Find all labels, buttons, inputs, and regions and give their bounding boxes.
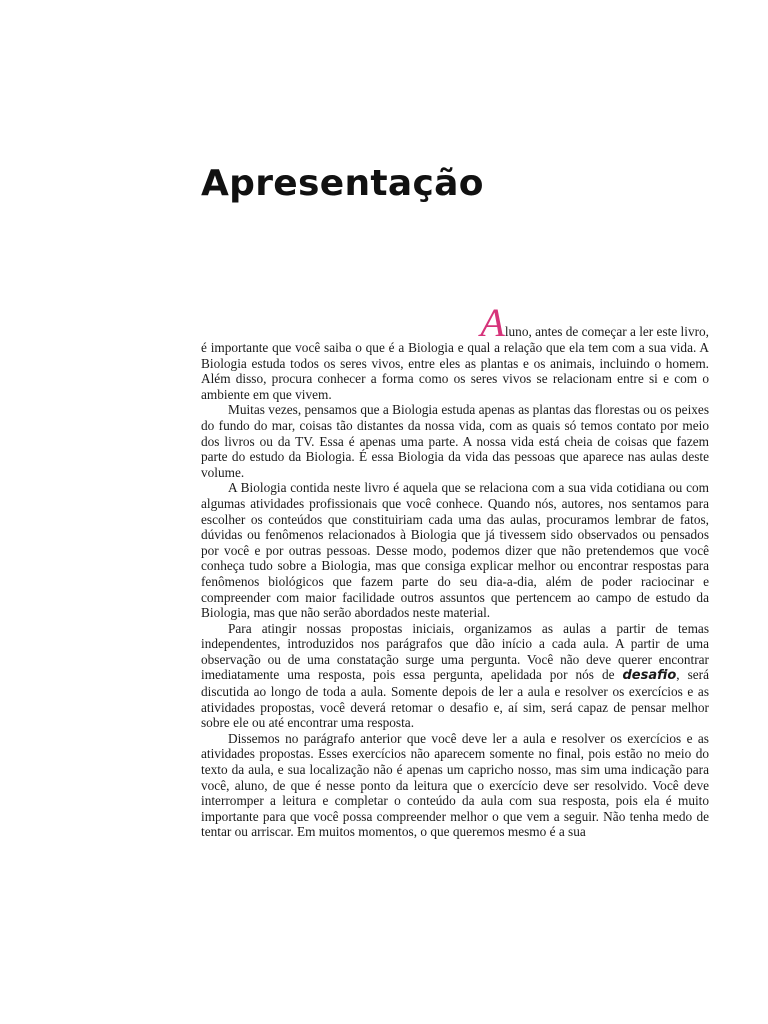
paragraph-4-before: Para atingir nossas propostas iniciais, organizamos as aulas a partir de temas independentes, introduzidos nos parágrafos que dão início a cada aula. A partir de uma observação ou de uma constatação surge uma pergunta. Você não deve querer encontrar imediatamente uma resposta, pois essa pergunta, apelidada por nós de: [201, 620, 709, 683]
desafio-emphasis: desafio: [622, 668, 677, 684]
first-line: [201, 300, 709, 345]
first-line-text: luno, antes de começar a ler este livro,: [504, 324, 709, 339]
drop-cap: A: [480, 300, 505, 345]
paragraph-1-text: é importante que você saiba o que é a Biologia e qual a relação que ela tem com a sua vida. A Biologia estuda todos os seres vivos, entre eles as plantas e os animais, incluindo o homem. Além disso, procura conhecer a forma como os seres vivos se relacionam entre si e com o ambiente em que vivem.: [201, 340, 709, 402]
paragraph-1: [201, 300, 709, 402]
page-title: Apresentação: [201, 163, 484, 204]
paragraph-2: Muitas vezes, pensamos que a Biologia estuda apenas as plantas das florestas ou os peixes do fundo do mar, coisas tão distantes da nossa vida, com as quais só temos contato por meio dos livros ou da TV. Essa é apenas uma parte. A nossa vida está cheia de coisas que fazem parte do estudo da Biologia. É essa Biologia da vida das pessoas que aparece nas aulas deste volume.: [201, 402, 709, 480]
paragraph-5: Dissemos no parágrafo anterior que você deve ler a aula e resolver os exercícios e as atividades propostas. Esses exercícios não aparecem somente no final, pois estão no meio do texto da aula, e sua localização não é apenas um capricho nosso, mas sim uma indicação para você, aluno, de que é nesse ponto da leitura que o exercício deve ser resolvido. Você deve interromper a leitura e completar o conteúdo da aula com sua resposta, pois ela é muito importante para que você possa compreender melhor o que vem a seguir. Não tenha medo de tentar ou arriscar. Em muitos momentos, o que queremos mesmo é a sua: [201, 730, 709, 840]
body-text: [201, 300, 709, 840]
paragraph-4: [201, 621, 709, 731]
paragraph-4-after: , será discutida ao longo de toda a aula. Somente depois de ler a aula e resolver os exercícios e as atividades propostas, você deverá retomar o desafio e, aí sim, será capaz de pensar melhor sobre ele ou até encontrar uma resposta.: [201, 667, 709, 731]
paragraph-3: A Biologia contida neste livro é aquela que se relaciona com a sua vida cotidiana ou com algumas atividades profissionais que você conhece. Quando nós, autores, nos sentamos para escolher os conteúdos que constituiriam cada uma das aulas, procuramos lembrar de fatos, dúvidas ou fenômenos relacionados à Biologia que já tivessem sido observados ou pensados por você e por outras pessoas. Desse modo, podemos dizer que não pretendemos que você conheça tudo sobre a Biologia, mas que consiga explicar melhor ou encontrar respostas para fenômenos biológicos que fazem parte do seu dia-a-dia, além de poder raciocinar e compreender com maior facilidade outros assuntos que pertencem ao campo de estudo da Biologia, mas que não serão abordados neste material.: [201, 480, 709, 621]
